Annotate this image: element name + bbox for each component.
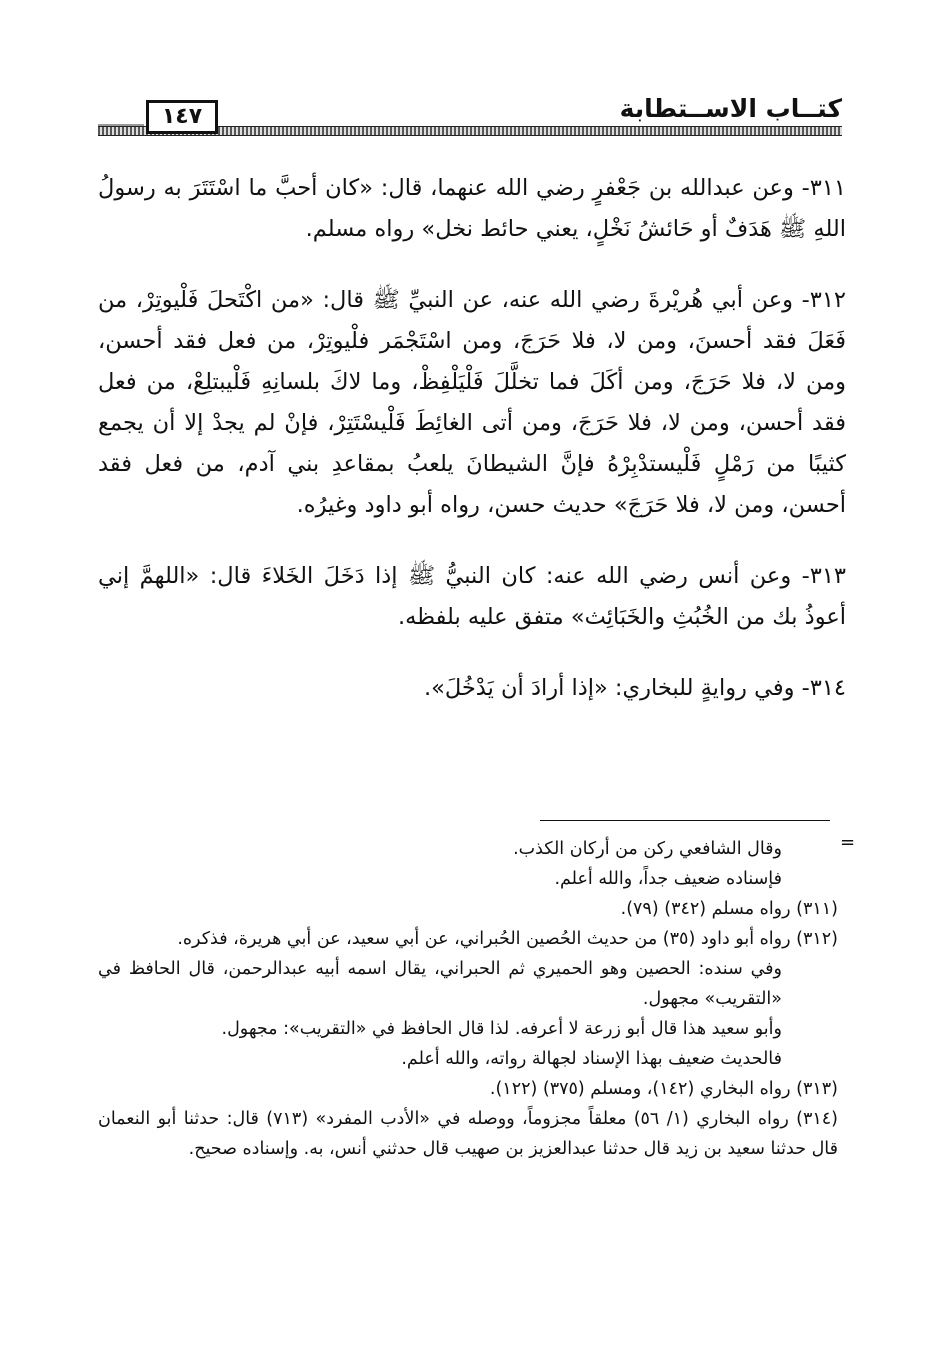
hadith-312: ٣١٢- وعن أبي هُريْرةَ رضي الله عنه، عن النبيِّ ﷺ قال: «من اكْتَحلَ فَلْيوتِرْ، من فَعَلَ فقد أحسنَ، ومن لا، فلا حَرَجَ، ومن اسْتَجْمَر فلْيوتِرْ، من فعل فقد أحسن، ومن لا، فلا حَرَجَ، ومن أكَلَ فما تخلَّلَ فَلْيَلْفِظْ، وما لاكَ بلسانِهِ فَلْيبتلِعْ، من فعل فقد أحسن، ومن لا، فلا حَرَجَ، ومن أتى الغائِطَ فَلْيسْتَتِرْ، فإنْ لم يجدْ إلا أن يجمع كثيبًا من رَمْلٍ فَلْيستدْبِرْهُ فإنَّ الشيطانَ يلعبُ بمقاعدِ بني آدم، من فعل فقد أحسن، ومن لا، فلا حَرَجَ» حديث حسن، رواه أبو داود وغيرُه. bbox=[98, 287, 846, 518]
hadith-311: ٣١١- وعن عبدالله بن جَعْفرٍ رضي الله عنهما، قال: «كان أحبَّ ما اسْتَتَرَ به رسولُ اللهِ ﷺ هَدَفٌ أو حَائشُ نَخْلٍ، يعني حائط نخل» رواه مسلم. bbox=[98, 175, 846, 242]
book-title: كتــاب الاســتطابة bbox=[619, 94, 842, 123]
footnote-line: وقال الشافعي ركن من أركان الكذب. bbox=[513, 839, 782, 859]
main-text bbox=[98, 168, 846, 739]
footnote-separator bbox=[540, 820, 830, 821]
footnote-line: وفي سنده: الحصين وهو الحميري ثم الحبراني، يقال اسمه أبيه عبدالرحمن، قال الحافظ في «التقريب» مجهول. bbox=[98, 959, 782, 1009]
hadith-313: ٣١٣- وعن أنس رضي الله عنه: كان النبيُّ ﷺ إذا دَخَلَ الخَلاءَ قال: «اللهمَّ إني أعوذُ بك من الخُبُثِ والخَبَائِث» متفق عليه بلفظه. bbox=[98, 563, 846, 630]
footnote-313: (٣١٣) رواه البخاري (١٤٢)، ومسلم (٣٧٥) (١٢٢). bbox=[489, 1079, 838, 1099]
footnotes bbox=[98, 834, 838, 1164]
page-number: ١٤٧ bbox=[146, 100, 218, 134]
page-header bbox=[98, 92, 842, 140]
footnote-continuation-mark: = bbox=[840, 832, 856, 853]
footnote-312: (٣١٢) رواه أبو داود (٣٥) من حديث الحُصين الحُبراني، عن أبي سعيد، عن أبي هريرة، فذكره. bbox=[177, 929, 838, 949]
hadith-314: ٣١٤- وفي روايةٍ للبخاري: «إذا أرادَ أن يَدْخُلَ». bbox=[423, 675, 846, 701]
footnote-311: (٣١١) رواه مسلم (٣٤٢) (٧٩). bbox=[620, 899, 838, 919]
footnote-line: فإسناده ضعيف جداً، والله أعلم. bbox=[554, 869, 782, 889]
footnote-314: (٣١٤) رواه البخاري (١/ ٥٦) معلقاً مجزوماً، ووصله في «الأدب المفرد» (٧١٣) قال: حدثنا أبو النعمان قال حدثنا سعيد بن زيد قال حدثنا عبدالعزيز بن صهيب قال حدثني أنس، به. وإسناده صحيح. bbox=[98, 1109, 838, 1159]
footnote-line: وأبو سعيد هذا قال أبو زرعة لا أعرفه. لذا قال الحافظ في «التقريب»: مجهول. bbox=[221, 1019, 782, 1039]
footnote-line: فالحديث ضعيف بهذا الإسناد لجهالة رواته، والله أعلم. bbox=[401, 1049, 782, 1069]
